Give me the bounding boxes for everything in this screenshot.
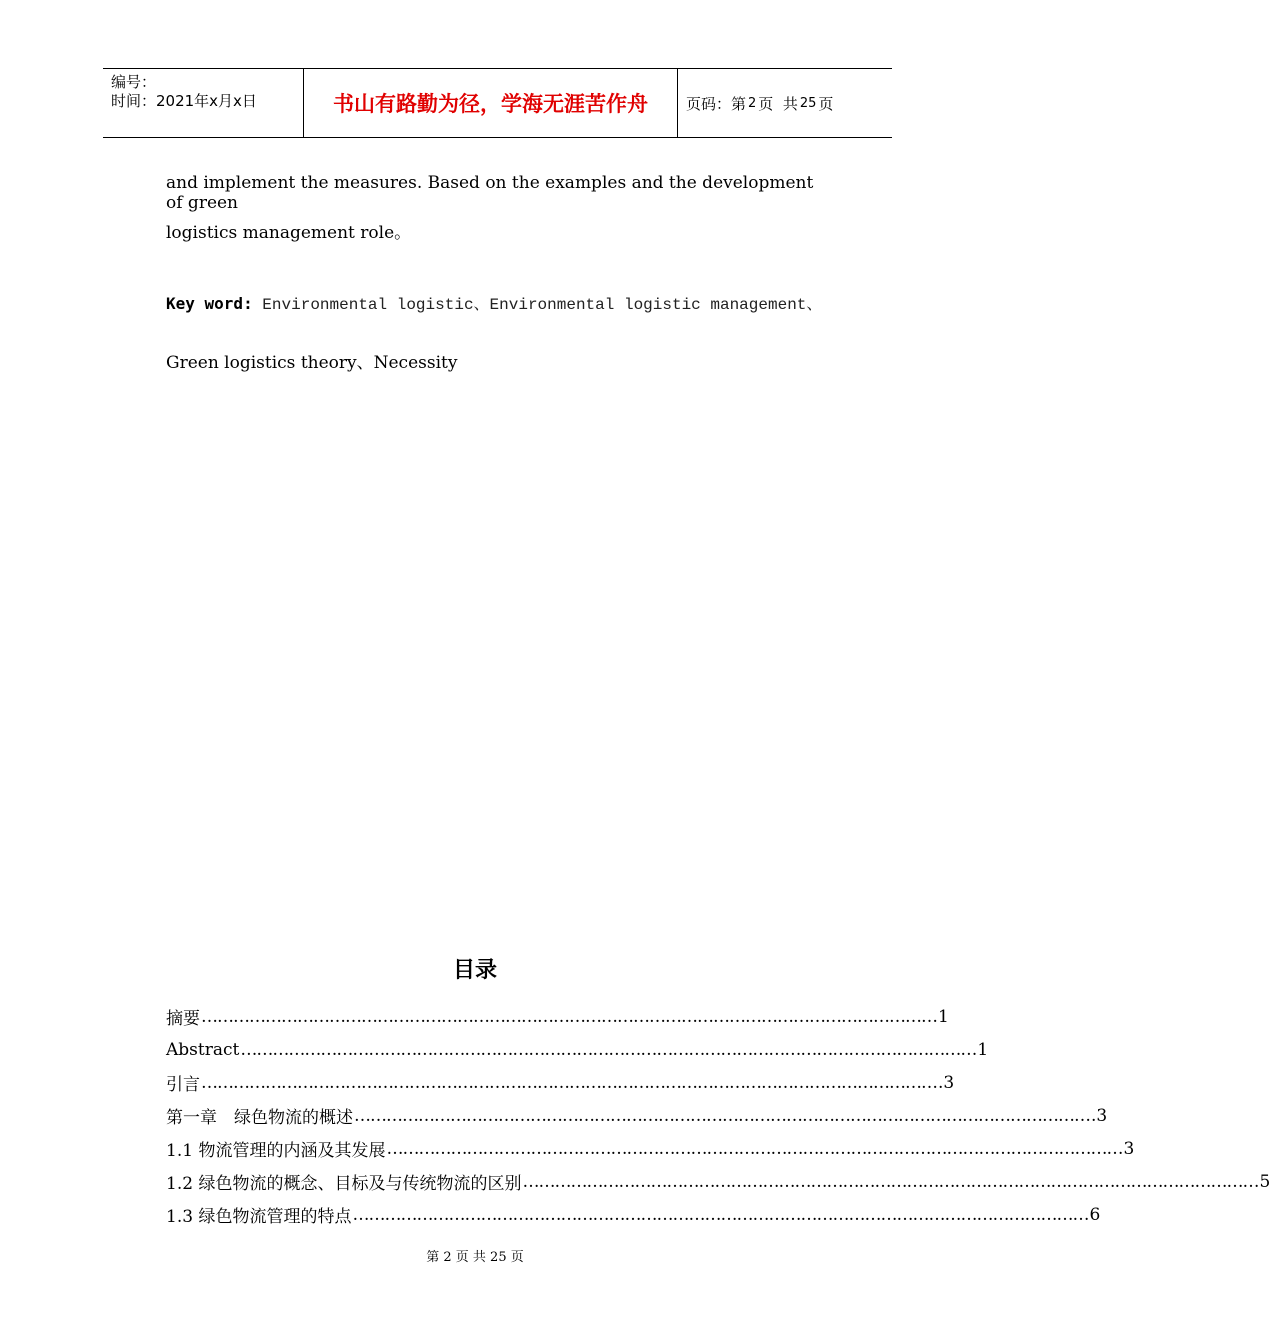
toc-entry-page: 3 [1123, 1138, 1135, 1159]
toc-entry-title: Abstract [166, 1039, 240, 1060]
toc-dot-leader: ………………………………………………………………………………………………………………………… [352, 1204, 1089, 1225]
table-of-contents [166, 1000, 1270, 1231]
keywords-label: Key word: [166, 294, 253, 313]
abstract-line-1: and implement the measures. Based on the examples and the development of green [166, 173, 814, 213]
toc-dot-leader: ………………………………………………………………………………………………………………………… [354, 1105, 1090, 1126]
header-page-info [686, 69, 833, 137]
toc-entry-page: 1 [938, 1006, 949, 1027]
toc-entry[interactable] [166, 1000, 949, 1033]
header-time-label: 时间：2021年x月x日 [111, 92, 257, 110]
toc-entry[interactable] [166, 1198, 1101, 1231]
toc-entry-title: 1.2 绿色物流的概念、目标及与传统物流的区别 [166, 1174, 522, 1194]
toc-entry[interactable] [166, 1033, 989, 1066]
page-header [103, 68, 892, 138]
page-footer: 第 2 页 共 25 页 [426, 1250, 524, 1265]
toc-entry-page: 5 [1259, 1171, 1270, 1192]
abstract-line-2: logistics management role。 [166, 223, 412, 243]
header-page-suffix: 页 [818, 94, 834, 113]
toc-entry-title: 引言 [166, 1075, 200, 1095]
keywords-text: Environmental logistic、Environmental logistic management、 [252, 296, 823, 314]
toc-dot-leader: ………………………………………………………………………………………………………………………… [240, 1039, 977, 1060]
toc-entry[interactable] [166, 1165, 1270, 1198]
toc-entry[interactable] [166, 1132, 1135, 1165]
header-number-label: 编号： [111, 73, 157, 91]
header-motto: 书山有路勤为径，学海无涯苦作舟 [333, 92, 648, 116]
header-page-current: 2 [748, 95, 757, 111]
toc-dot-leader: ………………………………………………………………………………………………………………………… [386, 1138, 1123, 1159]
toc-entry-page: 1 [977, 1039, 989, 1060]
toc-dot-leader: ………………………………………………………………………………………………………………………… [201, 1006, 937, 1027]
toc-entry[interactable] [166, 1099, 1108, 1132]
header-page-mid: 页 共 [758, 94, 798, 113]
header-page-prefix: 页码：第 [686, 94, 747, 113]
toc-entry[interactable] [166, 1066, 955, 1099]
toc-dot-leader: ………………………………………………………………………………………………………………………… [201, 1072, 937, 1093]
toc-entry-title: 摘要 [166, 1009, 200, 1029]
header-page-total: 25 [799, 95, 817, 111]
header-divider-right [677, 69, 678, 137]
toc-dot-leader: ………………………………………………………………………………………………………………………… [522, 1171, 1259, 1192]
toc-entry-title: 1.1 物流管理的内涵及其发展 [166, 1141, 386, 1161]
toc-title: 目录 [452, 958, 497, 983]
keywords-line [166, 291, 866, 314]
toc-entry-title: 1.3 绿色物流管理的特点 [166, 1207, 352, 1227]
toc-entry-page: .3 [938, 1072, 955, 1093]
keywords-line-2: Green logistics theory、Necessity [166, 353, 458, 373]
toc-entry-title: 第一章 绿色物流的概述 [166, 1108, 353, 1128]
toc-entry-page: .3 [1091, 1105, 1108, 1126]
header-meta [111, 73, 301, 111]
toc-entry-page: 6 [1089, 1204, 1101, 1225]
